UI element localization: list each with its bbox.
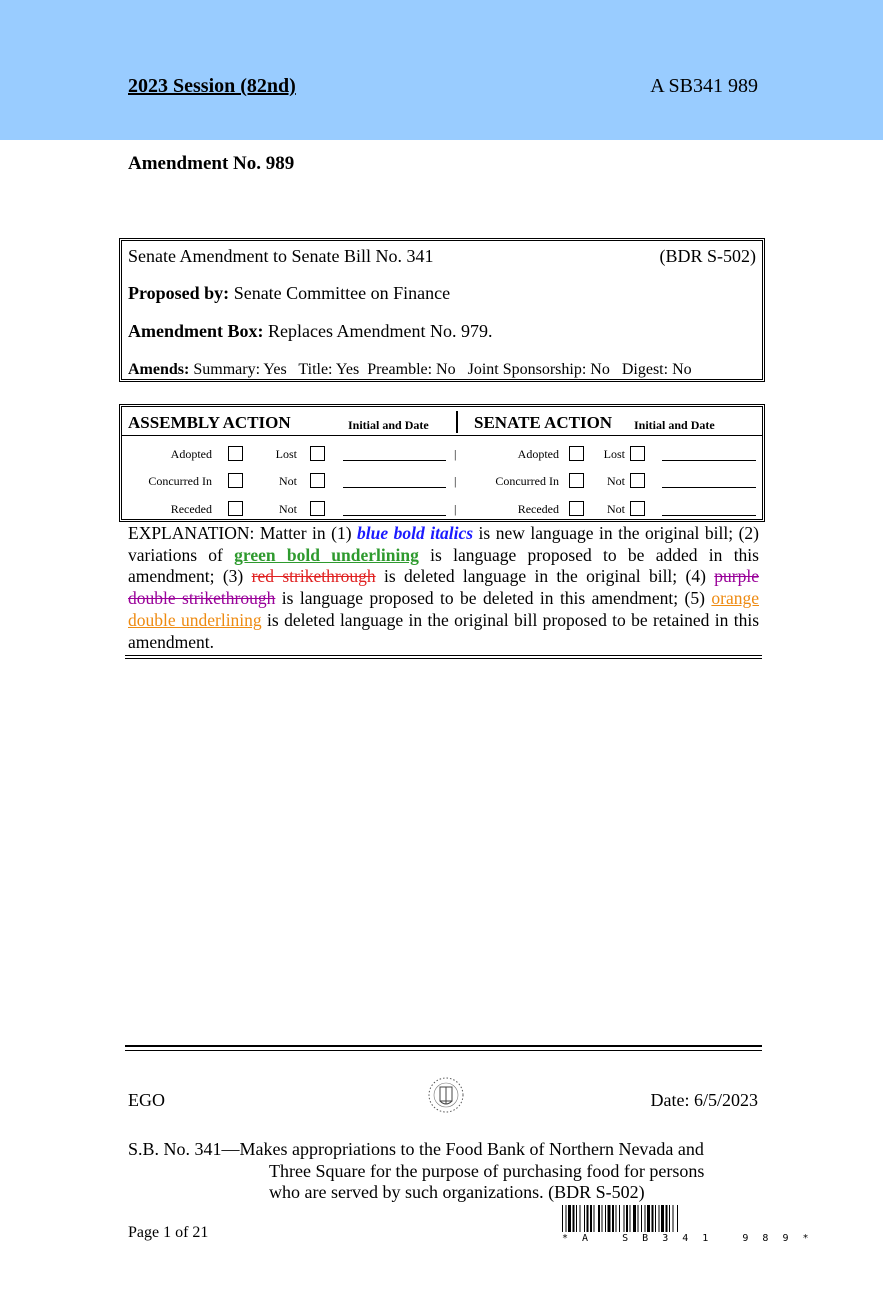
assembly-not-label: Not [279,474,297,488]
row-separator: | [454,474,457,488]
senate-signature-line[interactable] [662,487,756,488]
page-number: Page 1 of 21 [128,1224,209,1241]
amends-items: Summary: Yes Title: Yes Preamble: No Joint Sponsorship: No Digest: No [193,361,692,378]
assembly-lost-checkbox[interactable] [310,446,325,461]
proposed-by [128,283,756,304]
senate-not-checkbox-2[interactable] [630,501,645,516]
assembly-signature-line[interactable] [343,487,446,488]
header-band [0,0,883,140]
row-separator: | [454,502,457,516]
assembly-receded-label: Receded [170,502,212,516]
summary-line: who are served by such organizations. (BDR S-502) [269,1182,645,1202]
drafter-initials: EGO [128,1090,165,1110]
senate-not-label: Not [607,474,625,488]
session-title: 2023 Session (82nd) [128,75,296,97]
explanation-rule-top [125,655,762,656]
barcode-text: * A S B 3 4 1 9 8 9 * [562,1233,813,1244]
senate-lost-label: Lost [603,447,625,461]
senate-lost-checkbox[interactable] [630,446,645,461]
explanation-rule-bottom [125,658,762,659]
summary-line: S.B. No. 341—Makes appropriations to the Food Bank of Northern Nevada and [128,1139,704,1159]
amendment-box-line [128,321,756,342]
assembly-adopted-checkbox[interactable] [228,446,243,461]
proposed-value: Senate Committee on Finance [233,283,451,303]
senate-initial-date: Initial and Date [634,418,715,432]
action-header-rule [122,435,762,436]
assembly-lost-label: Lost [275,447,297,461]
proposed-label: Proposed by: [128,283,230,303]
footer-rule-thin [125,1050,762,1051]
explanation-paragraph [128,523,759,653]
amendment-info-box [119,238,765,382]
senate-concurred-checkbox[interactable] [569,473,584,488]
senate-receded-checkbox[interactable] [569,501,584,516]
senate-not-label-2: Not [607,502,625,516]
explanation-purple-sample: purple double strikethrough [128,566,759,609]
senate-signature-line[interactable] [662,515,756,516]
assembly-adopted-label: Adopted [170,447,212,461]
amendment-date: Date: 6/5/2023 [650,1090,758,1110]
legislature-seal-icon [427,1076,465,1114]
amendment-box-label: Amendment Box: [128,321,264,341]
barcode-icon [562,1205,758,1232]
bdr-number: (BDR S-502) [659,246,756,266]
explanation-text: EXPLANATION: Matter in (1) [128,523,358,543]
bill-line-text: Senate Amendment to Senate Bill No. 341 [128,246,434,266]
explanation-text: is deleted language in the original bill proposed to be retained in this amendment. [128,609,759,652]
explanation-text: is deleted language in the original bill; (4) [375,566,715,587]
assembly-not-checkbox[interactable] [310,473,325,488]
assembly-initial-date: Initial and Date [348,418,429,432]
footer-rule-thick [125,1045,762,1047]
action-box [119,404,765,522]
assembly-not-label-2: Not [279,502,297,516]
amendment-title: Amendment No. 989 [128,153,295,174]
explanation-blue-sample: blue bold italics [357,523,474,543]
amendment-box-value: Replaces Amendment No. 979. [268,321,493,341]
senate-adopted-checkbox[interactable] [569,446,584,461]
senate-signature-line[interactable] [662,460,756,461]
senate-receded-label: Receded [517,502,559,516]
summary-line: Three Square for the purpose of purchasing food for persons [269,1160,705,1181]
action-divider [456,411,458,433]
bill-reference: A SB341 989 [650,75,758,97]
senate-not-checkbox[interactable] [630,473,645,488]
senate-action-title: SENATE ACTION [474,413,613,432]
explanation-green-sample: green bold underlining [234,544,419,565]
bill-line [128,246,756,267]
explanation-red-sample: red strikethrough [251,566,376,587]
assembly-receded-checkbox[interactable] [228,501,243,516]
explanation-text: is language proposed to be deleted in this amendment; (5) [275,588,712,609]
senate-concurred-label: Concurred In [495,474,559,488]
explanation-text: is language proposed to be added in this amendment; (3) [128,544,759,587]
amends-label: Amends: [128,361,190,378]
assembly-concurred-checkbox[interactable] [228,473,243,488]
assembly-not-checkbox-2[interactable] [310,501,325,516]
explanation-orange-sample: orange double underlining [128,588,760,630]
assembly-action-title: ASSEMBLY ACTION [128,413,291,432]
assembly-signature-line[interactable] [343,460,446,461]
amends-line [128,361,756,379]
senate-adopted-label: Adopted [517,447,559,461]
row-separator: | [454,447,457,461]
explanation-text: is new language in the original bill; (2) variations of [128,523,760,565]
bill-summary [128,1139,768,1204]
assembly-concurred-label: Concurred In [148,474,212,488]
assembly-signature-line[interactable] [343,515,446,516]
